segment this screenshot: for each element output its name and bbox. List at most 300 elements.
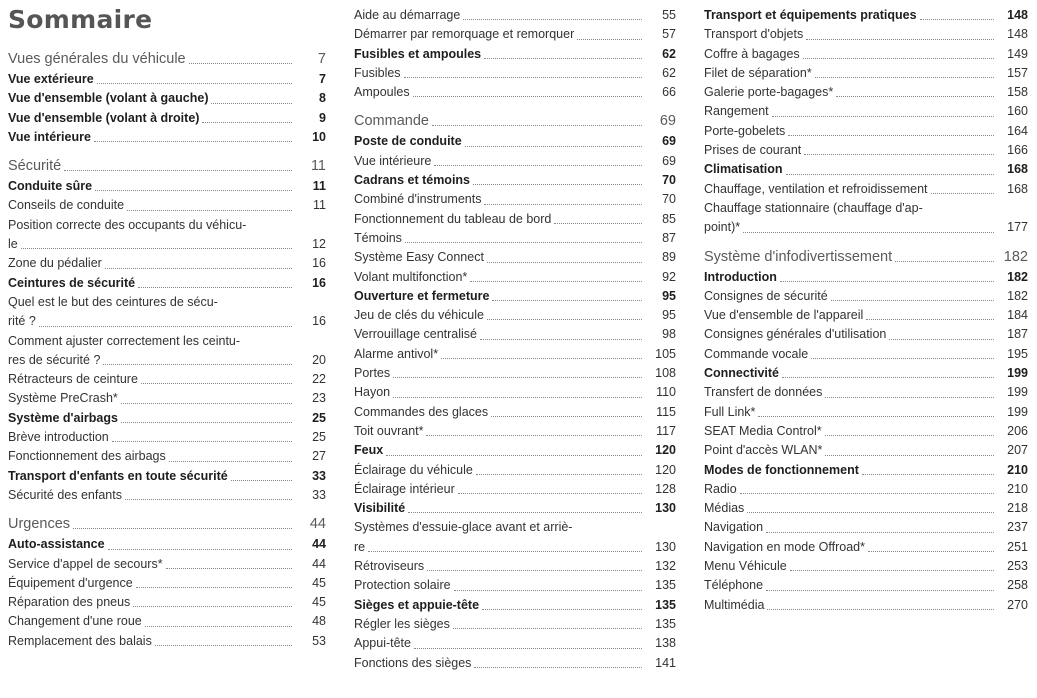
toc-entry[interactable] [704, 596, 1028, 615]
entry-title: Systèmes d'essuie-glace avant et arriè- [354, 520, 573, 535]
entry-title: Chauffage, ventilation et refroidissement [704, 181, 928, 196]
page-number: 253 [1007, 559, 1028, 574]
toc-row [354, 345, 676, 364]
toc-chapter-entry[interactable] [8, 409, 326, 428]
toc-row [8, 351, 326, 370]
toc-row [354, 383, 676, 402]
toc-entry[interactable] [354, 190, 676, 209]
toc-row [354, 268, 676, 287]
toc-entry[interactable] [354, 64, 676, 83]
entry-title: Sécurité des enfants [8, 487, 122, 502]
toc-entry[interactable] [704, 480, 1028, 499]
entry-title: Vue d'ensemble (volant à gauche) [8, 91, 209, 106]
dot-leader [141, 383, 292, 384]
entry-title: Médias [704, 501, 745, 516]
toc-entry[interactable] [354, 480, 676, 499]
page-number: 182 [1007, 269, 1028, 284]
dot-leader [895, 261, 994, 262]
toc-entry[interactable] [704, 141, 1028, 160]
page-number: 195 [1007, 346, 1028, 361]
toc-chapter-entry[interactable] [354, 441, 676, 460]
dot-leader [804, 154, 994, 155]
toc-entry[interactable] [8, 447, 326, 466]
entry-title: Fonctionnement des airbags [8, 449, 166, 464]
toc-entry[interactable] [8, 293, 326, 332]
dot-leader [554, 223, 642, 224]
dot-leader [189, 63, 292, 64]
entry-title: Zone du pédalier [8, 256, 102, 271]
dot-leader [94, 141, 292, 142]
dot-leader [155, 645, 292, 646]
toc-entry[interactable] [704, 383, 1028, 402]
toc-row [704, 102, 1028, 121]
page-number: 218 [1007, 501, 1028, 516]
entry-title: Visibilité [354, 501, 406, 516]
page-number: 158 [1007, 85, 1028, 100]
dot-leader [743, 232, 994, 233]
toc-entry[interactable] [8, 389, 326, 408]
toc-row [704, 538, 1028, 557]
entry-title: Rangement [704, 104, 769, 119]
toc-section-heading[interactable] [8, 513, 326, 535]
toc-chapter-entry[interactable] [354, 45, 676, 64]
dot-leader [458, 493, 642, 494]
toc-row [8, 447, 326, 466]
toc-chapter-entry[interactable] [8, 177, 326, 196]
page-number: 89 [662, 250, 676, 265]
page-number: 258 [1007, 578, 1028, 593]
toc-row [354, 325, 676, 344]
entry-title: Transport et équipements pratiques [704, 8, 917, 22]
entry-title: Portes [354, 366, 391, 381]
toc-entry[interactable] [354, 383, 676, 402]
toc-chapter-entry[interactable] [8, 274, 326, 293]
dot-leader [231, 480, 292, 481]
entry-title: Radio [704, 481, 737, 496]
dot-leader [482, 609, 642, 610]
toc-entry[interactable] [354, 6, 676, 25]
dot-leader [577, 39, 642, 40]
page-number: 33 [312, 487, 326, 502]
toc-entry[interactable] [354, 518, 676, 557]
toc-entry[interactable] [354, 403, 676, 422]
entry-title: Téléphone [704, 578, 764, 593]
entry-title: res de sécurité ? [8, 352, 101, 367]
toc-entry[interactable] [704, 403, 1028, 422]
toc-row [8, 254, 326, 273]
toc-entry[interactable] [354, 634, 676, 653]
toc-entry[interactable] [704, 122, 1028, 141]
toc-entry[interactable] [8, 486, 326, 505]
toc-entry[interactable] [704, 441, 1028, 460]
toc-row [704, 268, 1028, 287]
page-number: 62 [662, 46, 676, 61]
dot-leader [39, 326, 292, 327]
page-number: 251 [1007, 539, 1028, 554]
entry-title: Vue intérieure [354, 153, 432, 168]
dot-leader [108, 549, 292, 550]
entry-title: Réparation des pneus [8, 595, 131, 610]
page-number: 16 [312, 314, 326, 329]
toc-entry[interactable] [354, 345, 676, 364]
dot-leader [441, 358, 642, 359]
dot-leader [169, 461, 292, 462]
toc-row [354, 45, 676, 64]
toc-entry[interactable] [704, 102, 1028, 121]
dot-leader [103, 364, 292, 365]
entry-title: Vue intérieure [8, 129, 91, 144]
dot-leader [463, 19, 642, 20]
dot-leader [747, 512, 994, 513]
toc-section-heading[interactable] [8, 48, 326, 70]
dot-leader [889, 339, 994, 340]
toc-row [8, 612, 326, 631]
page-number: 149 [1007, 46, 1028, 61]
dot-leader [453, 628, 642, 629]
toc-chapter-entry[interactable] [8, 535, 326, 554]
entry-title: Éclairage du véhicule [354, 462, 473, 477]
entry-title: Conseils de conduite [8, 198, 125, 213]
toc-entry[interactable] [8, 632, 326, 651]
page-number: 135 [655, 616, 676, 631]
page-number: 53 [312, 633, 326, 648]
entry-title: Vue d'ensemble (volant à droite) [8, 110, 200, 125]
toc-entry[interactable] [704, 180, 1028, 199]
entry-title: Remplacement des balais [8, 633, 152, 648]
toc-chapter-entry[interactable] [704, 6, 1028, 25]
toc-entry[interactable] [704, 576, 1028, 595]
dot-leader [831, 300, 994, 301]
page-number: 55 [662, 8, 676, 22]
entry-title: Démarrer par remorquage et remorquer [354, 27, 575, 42]
toc-entry[interactable] [704, 518, 1028, 537]
entry-title: Système Easy Connect [354, 250, 484, 265]
toc-entry[interactable] [354, 615, 676, 634]
entry-title: Sièges et appuie-tête [354, 597, 480, 612]
toc-entry[interactable] [8, 612, 326, 631]
toc-row [8, 177, 326, 196]
entry-title: Commande vocale [704, 346, 809, 361]
entry-title: Jeu de clés du véhicule [354, 308, 484, 323]
page-number: 69 [662, 134, 676, 149]
toc-chapter-entry[interactable] [8, 128, 326, 147]
entry-title: Full Link* [704, 404, 756, 419]
dot-leader [133, 606, 292, 607]
toc-entry[interactable] [8, 370, 326, 389]
toc-entry[interactable] [8, 428, 326, 447]
toc-row [8, 89, 326, 108]
toc-row [354, 518, 676, 537]
page-number: 11 [313, 198, 326, 213]
toc-entry[interactable] [704, 199, 1028, 238]
dot-leader [434, 165, 642, 166]
toc-chapter-entry[interactable] [8, 70, 326, 89]
entry-title: Hayon [354, 385, 391, 400]
toc-entry[interactable] [704, 345, 1028, 364]
page-number: 206 [1007, 423, 1028, 438]
toc-row [704, 287, 1028, 306]
toc-entry[interactable] [704, 25, 1028, 44]
dot-leader [862, 474, 994, 475]
toc-row [354, 538, 676, 557]
page-number: 70 [662, 173, 676, 188]
entry-title: Toit ouvrant* [354, 423, 424, 438]
toc-row [704, 557, 1028, 576]
page-number: 135 [655, 578, 676, 593]
toc-entry[interactable] [704, 287, 1028, 306]
toc-entry[interactable] [354, 268, 676, 287]
page-number: 20 [312, 352, 326, 367]
toc-entry[interactable] [354, 557, 676, 576]
entry-title: Fonctions des sièges [354, 655, 472, 670]
toc-entry[interactable] [704, 499, 1028, 518]
dot-leader [105, 268, 292, 269]
dot-leader [474, 667, 642, 668]
entry-title: Sécurité [8, 158, 62, 175]
toc-row [704, 422, 1028, 441]
toc-chapter-entry[interactable] [704, 461, 1028, 480]
page-number: 12 [312, 237, 326, 252]
page-number: 115 [656, 404, 676, 419]
toc-row [8, 370, 326, 389]
toc-row [354, 248, 676, 267]
toc-row [354, 441, 676, 460]
toc-chapter-entry[interactable] [704, 160, 1028, 179]
toc-row [354, 576, 676, 595]
dot-leader [866, 319, 994, 320]
toc-entry[interactable] [354, 422, 676, 441]
page-number: 8 [319, 91, 326, 106]
page-number: 69 [662, 153, 676, 168]
page-number: 199 [1007, 366, 1028, 381]
toc-chapter-entry[interactable] [8, 109, 326, 128]
toc-row [354, 6, 676, 25]
toc-entry[interactable] [704, 422, 1028, 441]
page-number: 92 [662, 269, 676, 284]
page-number: 141 [655, 655, 676, 670]
toc-row [704, 180, 1028, 199]
page-number: 70 [662, 192, 676, 207]
page-number: 44 [309, 516, 326, 533]
toc-chapter-entry[interactable] [354, 132, 676, 151]
toc-entry[interactable] [8, 332, 326, 371]
toc-row [704, 83, 1028, 102]
page-number: 199 [1007, 385, 1028, 400]
toc-row [704, 306, 1028, 325]
page-title: Sommaire [8, 5, 153, 34]
toc-entry[interactable] [704, 64, 1028, 83]
toc-chapter-entry[interactable] [354, 596, 676, 615]
toc-entry[interactable] [704, 83, 1028, 102]
toc-entry[interactable] [704, 538, 1028, 557]
toc-row [704, 25, 1028, 44]
toc-entry[interactable] [354, 364, 676, 383]
toc-row [8, 128, 326, 147]
page-number: 110 [656, 385, 676, 400]
entry-title: le [8, 237, 18, 252]
dot-leader [112, 441, 292, 442]
toc-entry[interactable] [8, 574, 326, 593]
toc-entry[interactable] [354, 210, 676, 229]
toc-entry[interactable] [704, 306, 1028, 325]
entry-title: Menu Véhicule [704, 559, 787, 574]
toc-entry[interactable] [8, 555, 326, 574]
toc-row [354, 83, 676, 102]
page-number: 85 [662, 211, 676, 226]
toc-chapter-entry[interactable] [704, 268, 1028, 287]
page-number: 130 [655, 539, 676, 554]
entry-title: Porte-gobelets [704, 123, 786, 138]
toc-chapter-entry[interactable] [354, 171, 676, 190]
toc-row [354, 596, 676, 615]
entry-title: Introduction [704, 269, 777, 284]
page-number: 7 [319, 72, 326, 86]
dot-leader [427, 570, 642, 571]
entry-title: Service d'appel de secours* [8, 556, 163, 571]
entry-title: Urgences [8, 516, 71, 533]
toc-row [8, 428, 326, 447]
toc-entry[interactable] [354, 654, 676, 673]
toc-row [8, 535, 326, 554]
dot-leader [806, 39, 994, 40]
toc-entry[interactable] [354, 25, 676, 44]
toc-entry[interactable] [8, 196, 326, 215]
toc-row [8, 274, 326, 293]
toc-row [8, 332, 326, 351]
page-number: 210 [1007, 481, 1028, 496]
page-number: 45 [312, 595, 326, 610]
entry-title: Régler les sièges [354, 616, 450, 631]
page-number: 166 [1007, 143, 1028, 158]
toc-entry[interactable] [354, 325, 676, 344]
page-number: 48 [312, 614, 326, 629]
toc-chapter-entry[interactable] [354, 287, 676, 306]
page-number: 57 [662, 27, 676, 42]
toc-row [704, 480, 1028, 499]
toc-row [8, 48, 326, 70]
toc-chapter-entry[interactable] [8, 89, 326, 108]
entry-title: Système PreCrash* [8, 391, 118, 406]
toc-entry[interactable] [354, 461, 676, 480]
dot-leader [767, 609, 994, 610]
page-number: 207 [1007, 443, 1028, 458]
toc-entry[interactable] [8, 593, 326, 612]
toc-row [8, 196, 326, 215]
entry-title: point)* [704, 220, 741, 235]
dot-leader [470, 281, 642, 282]
toc-row [704, 160, 1028, 179]
toc-row [8, 513, 326, 535]
toc-chapter-entry[interactable] [8, 467, 326, 486]
toc-row [8, 216, 326, 235]
dot-leader [121, 422, 292, 423]
toc-entry[interactable] [354, 306, 676, 325]
toc-column-3 [704, 6, 1028, 615]
dot-leader [21, 248, 292, 249]
dot-leader [740, 493, 994, 494]
entry-title: Climatisation [704, 162, 783, 177]
page-number: 117 [656, 423, 676, 438]
dot-leader [772, 116, 994, 117]
entry-title: Volant multifonction* [354, 269, 468, 284]
toc-entry[interactable] [704, 325, 1028, 344]
toc-entry[interactable] [8, 254, 326, 273]
toc-entry[interactable] [354, 576, 676, 595]
entry-title: Témoins [354, 230, 402, 245]
dot-leader [487, 262, 642, 263]
entry-title: Commande [354, 113, 429, 130]
dot-leader [404, 77, 642, 78]
entry-title: Fusibles [354, 65, 401, 80]
entry-title: Ampoules [354, 85, 410, 100]
page-number: 199 [1007, 404, 1028, 419]
toc-row [8, 312, 326, 331]
page-number: 138 [655, 636, 676, 651]
entry-title: Vue d'ensemble de l'appareil [704, 308, 864, 323]
toc-row [704, 6, 1028, 25]
toc-chapter-entry[interactable] [704, 364, 1028, 383]
dot-leader [484, 204, 642, 205]
page-number: 128 [655, 481, 676, 496]
toc-row [354, 171, 676, 190]
toc-column-1 [8, 6, 326, 651]
dot-leader [405, 242, 642, 243]
dot-leader [473, 184, 642, 185]
toc-row [8, 389, 326, 408]
toc-entry[interactable] [354, 83, 676, 102]
toc-entry[interactable] [8, 216, 326, 255]
toc-row [354, 480, 676, 499]
dot-leader [766, 590, 994, 591]
toc-section-heading[interactable] [704, 246, 1028, 268]
toc-entry[interactable] [704, 45, 1028, 64]
toc-column-2 [354, 6, 676, 673]
toc-row [354, 422, 676, 441]
page-number: 210 [1007, 462, 1028, 477]
page-number: 187 [1007, 327, 1028, 342]
toc-row [704, 499, 1028, 518]
page-number: 16 [312, 256, 326, 271]
entry-title: Système d'airbags [8, 410, 118, 425]
dot-leader [825, 455, 994, 456]
toc-row [354, 190, 676, 209]
page-number: 23 [312, 391, 326, 406]
toc-section-heading[interactable] [8, 155, 326, 177]
entry-title: Comment ajuster correctement les ceintu- [8, 333, 241, 348]
toc-chapter-entry[interactable] [354, 499, 676, 518]
entry-title: Appui-tête [354, 636, 411, 651]
toc-section-heading[interactable] [354, 110, 676, 132]
page-number: 87 [662, 230, 676, 245]
dot-leader [166, 568, 292, 569]
entry-title: Chauffage stationnaire (chauffage d'ap- [704, 200, 923, 215]
entry-title: Feux [354, 443, 384, 458]
page-number: 270 [1007, 597, 1028, 612]
page-number: 130 [655, 501, 676, 516]
toc-entry[interactable] [354, 248, 676, 267]
entry-title: Poste de conduite [354, 134, 462, 149]
dot-leader [868, 551, 994, 552]
page-number: 148 [1007, 27, 1028, 42]
page-number: 10 [312, 129, 326, 144]
dot-leader [782, 377, 994, 378]
toc-row [704, 383, 1028, 402]
page-number: 25 [312, 430, 326, 445]
toc-entry[interactable] [704, 557, 1028, 576]
entry-title: Position correcte des occupants du véhicu- [8, 217, 247, 232]
toc-entry[interactable] [354, 229, 676, 248]
toc-entry[interactable] [354, 152, 676, 171]
